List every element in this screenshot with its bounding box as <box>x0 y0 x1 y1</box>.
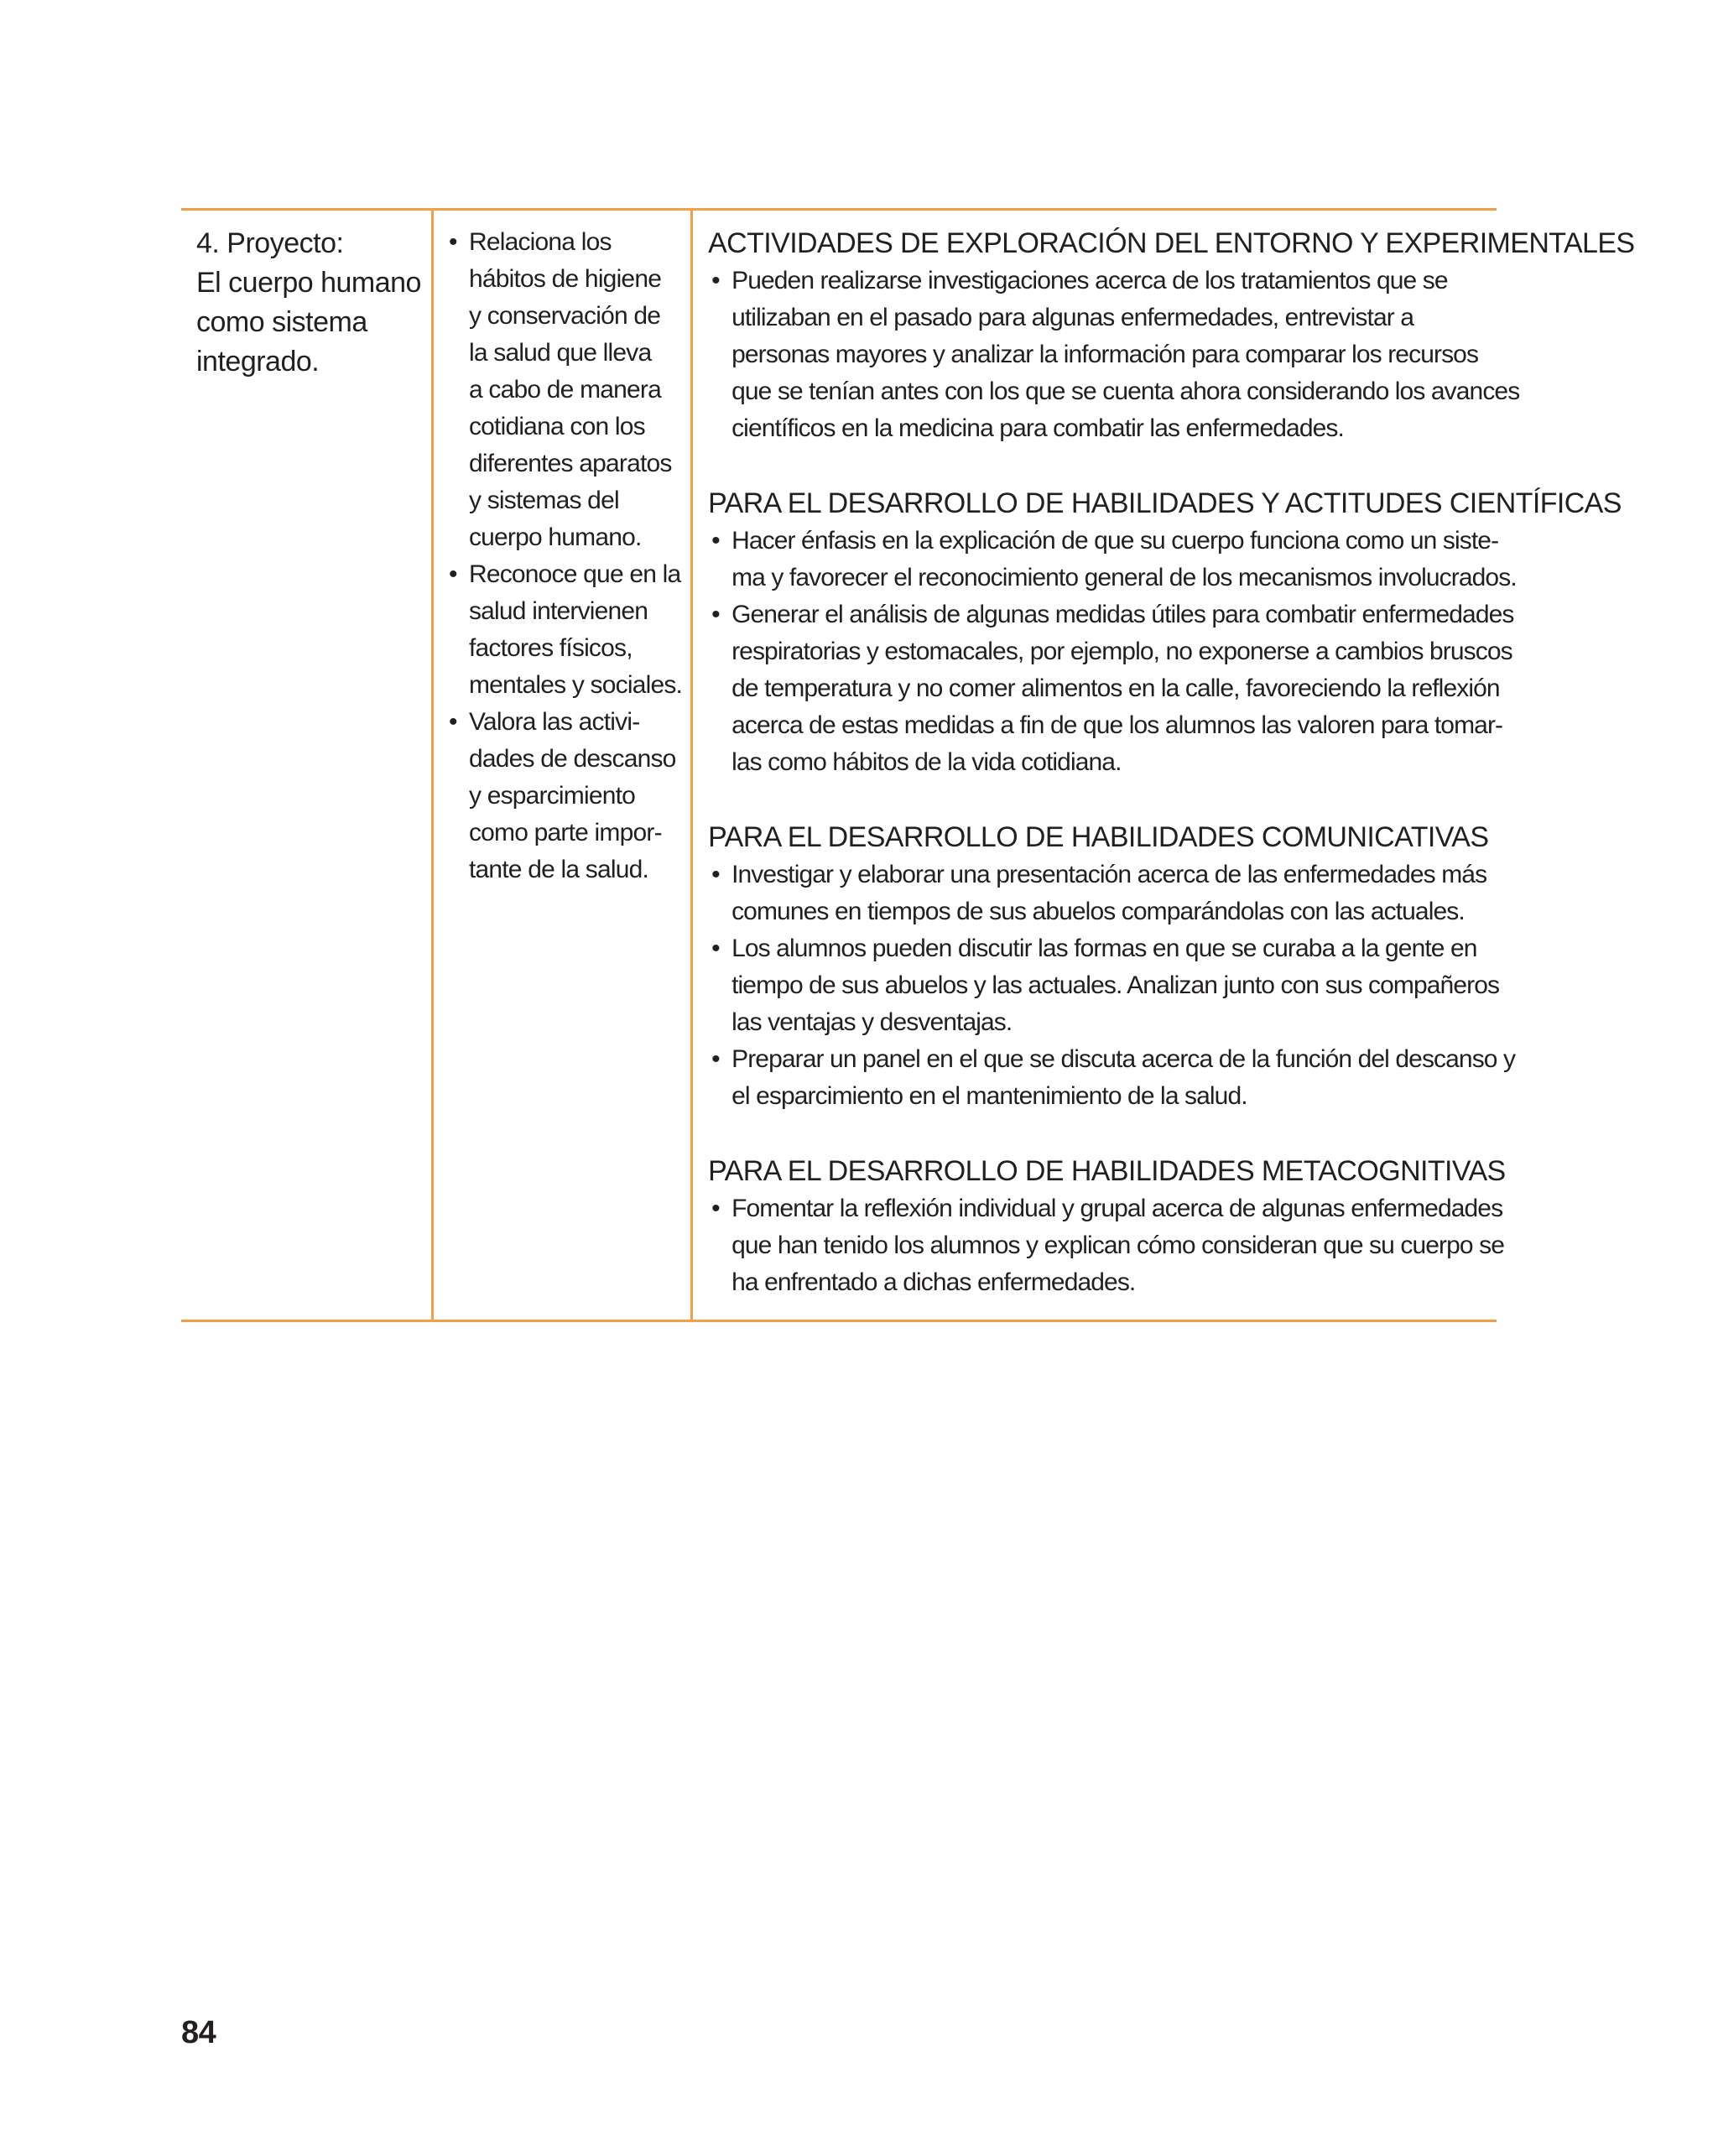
list-item <box>708 263 1634 447</box>
text-line: cuerpo humano. <box>468 523 642 551</box>
text-line: la salud que lleva <box>468 339 652 367</box>
text-line: a cabo de manera <box>468 376 661 404</box>
text-line: • Hacer énfasis en la explicación de que su cuerpo funciona como un siste- <box>731 527 1499 555</box>
unit-column <box>181 211 434 1320</box>
section-list <box>708 523 1634 781</box>
text-line: hábitos de higiene <box>468 265 662 293</box>
text-line: comunes en tiempos de sus abuelos comparándolas con las actuales. <box>731 898 1465 925</box>
text-line: • Pueden realizarse investigaciones acerca de los tratamientos que se <box>731 267 1448 294</box>
text-line: diferentes aparatos <box>468 450 672 477</box>
text-line: • Reconoce que en la <box>468 560 681 588</box>
text-line: • Investigar y elaborar una presentación acerca de las enfermedades más <box>731 861 1487 888</box>
list-item <box>708 596 1634 781</box>
text-line: y esparcimiento <box>468 782 636 810</box>
text-line: las ventajas y desventajas. <box>731 1008 1013 1036</box>
section-list <box>708 857 1634 1115</box>
text-line: respiratorias y estomacales, por ejemplo, no exponerse a cambios bruscos <box>731 638 1512 665</box>
text-line: personas mayores y analizar la información para comparar los recursos <box>731 341 1479 368</box>
unit-title-line: integrado. <box>196 346 320 378</box>
section-heading: PARA EL DESARROLLO DE HABILIDADES COMUNICATIVAS <box>708 821 1489 853</box>
text-line: • Valora las activi- <box>468 708 640 736</box>
section-heading: PARA EL DESARROLLO DE HABILIDADES METACOGNITIVAS <box>708 1155 1506 1187</box>
planning-table <box>181 208 1635 1322</box>
text-line: de temperatura y no comer alimentos en la calle, favoreciendo la reflexión <box>731 674 1500 702</box>
text-line: las como hábitos de la vida cotidiana. <box>731 748 1122 776</box>
section-metacognitive-skills <box>708 1152 1634 1301</box>
text-line: mentales y sociales. <box>468 671 683 699</box>
text-line: tiempo de sus abuelos y las actuales. Analizan junto con sus compañeros <box>731 971 1500 999</box>
text-line: el esparcimiento en el mantenimiento de la salud. <box>731 1082 1247 1110</box>
text-line: • Preparar un panel en el que se discuta acerca de la función del descanso y <box>731 1045 1516 1073</box>
list-item <box>708 1190 1634 1301</box>
text-line: como parte impor- <box>468 819 662 846</box>
text-line: científicos en la medicina para combatir las enfermedades. <box>731 414 1344 442</box>
text-line: y conservación de <box>468 302 661 330</box>
text-line: • Los alumnos pueden discutir las formas en que se curaba a la gente en <box>731 935 1477 962</box>
section-heading: PARA EL DESARROLLO DE HABILIDADES Y ACTITUDES CIENTÍFICAS <box>708 487 1622 519</box>
list-item <box>708 1041 1634 1115</box>
text-line: tante de la salud. <box>468 856 649 883</box>
learning-item <box>445 224 682 556</box>
activities-column <box>693 211 1651 1320</box>
text-line: cotidiana con los <box>468 413 645 440</box>
unit-title-line: El cuerpo humano <box>196 267 421 299</box>
text-line: • Fomentar la reflexión individual y grupal acerca de algunas enfermedades <box>731 1195 1503 1222</box>
text-line: • Relaciona los <box>468 228 612 256</box>
list-item <box>708 523 1634 596</box>
text-line: dades de descanso <box>468 745 676 773</box>
section-scientific-skills <box>708 484 1634 781</box>
section-communicative-skills <box>708 818 1634 1115</box>
learning-item <box>445 556 682 704</box>
text-line: acerca de estas medidas a fin de que los alumnos las valoren para tomar- <box>731 711 1503 739</box>
list-item <box>708 857 1634 930</box>
unit-title-line: 4. Proyecto: <box>196 227 344 259</box>
unit-title <box>196 224 421 382</box>
list-item <box>708 930 1634 1041</box>
learning-item <box>445 704 682 888</box>
text-line: que se tenían antes con los que se cuenta ahora considerando los avances <box>731 378 1520 405</box>
page-number: 84 <box>181 2015 216 2050</box>
text-line: factores físicos, <box>468 634 633 662</box>
section-list <box>708 1190 1634 1301</box>
learnings-list <box>445 224 682 888</box>
text-line: y sistemas del <box>468 487 619 514</box>
learnings-column <box>434 211 693 1320</box>
text-line: utilizaban en el pasado para algunas enfermedades, entrevistar a <box>731 304 1414 331</box>
section-exploration <box>708 224 1634 447</box>
text-line: ma y favorecer el reconocimiento general de los mecanismos involucrados. <box>731 564 1517 591</box>
unit-title-line: como sistema <box>196 306 367 338</box>
text-line: salud intervienen <box>468 597 648 625</box>
text-line: que han tenido los alumnos y explican cómo consideran que su cuerpo se <box>731 1232 1505 1259</box>
text-line: ha enfrentado a dichas enfermedades. <box>731 1268 1136 1296</box>
section-heading: ACTIVIDADES DE EXPLORACIÓN DEL ENTORNO Y EXPERIMENTALES <box>708 227 1635 259</box>
section-list <box>708 263 1634 447</box>
text-line: • Generar el análisis de algunas medidas útiles para combatir enfermedades <box>731 601 1514 628</box>
